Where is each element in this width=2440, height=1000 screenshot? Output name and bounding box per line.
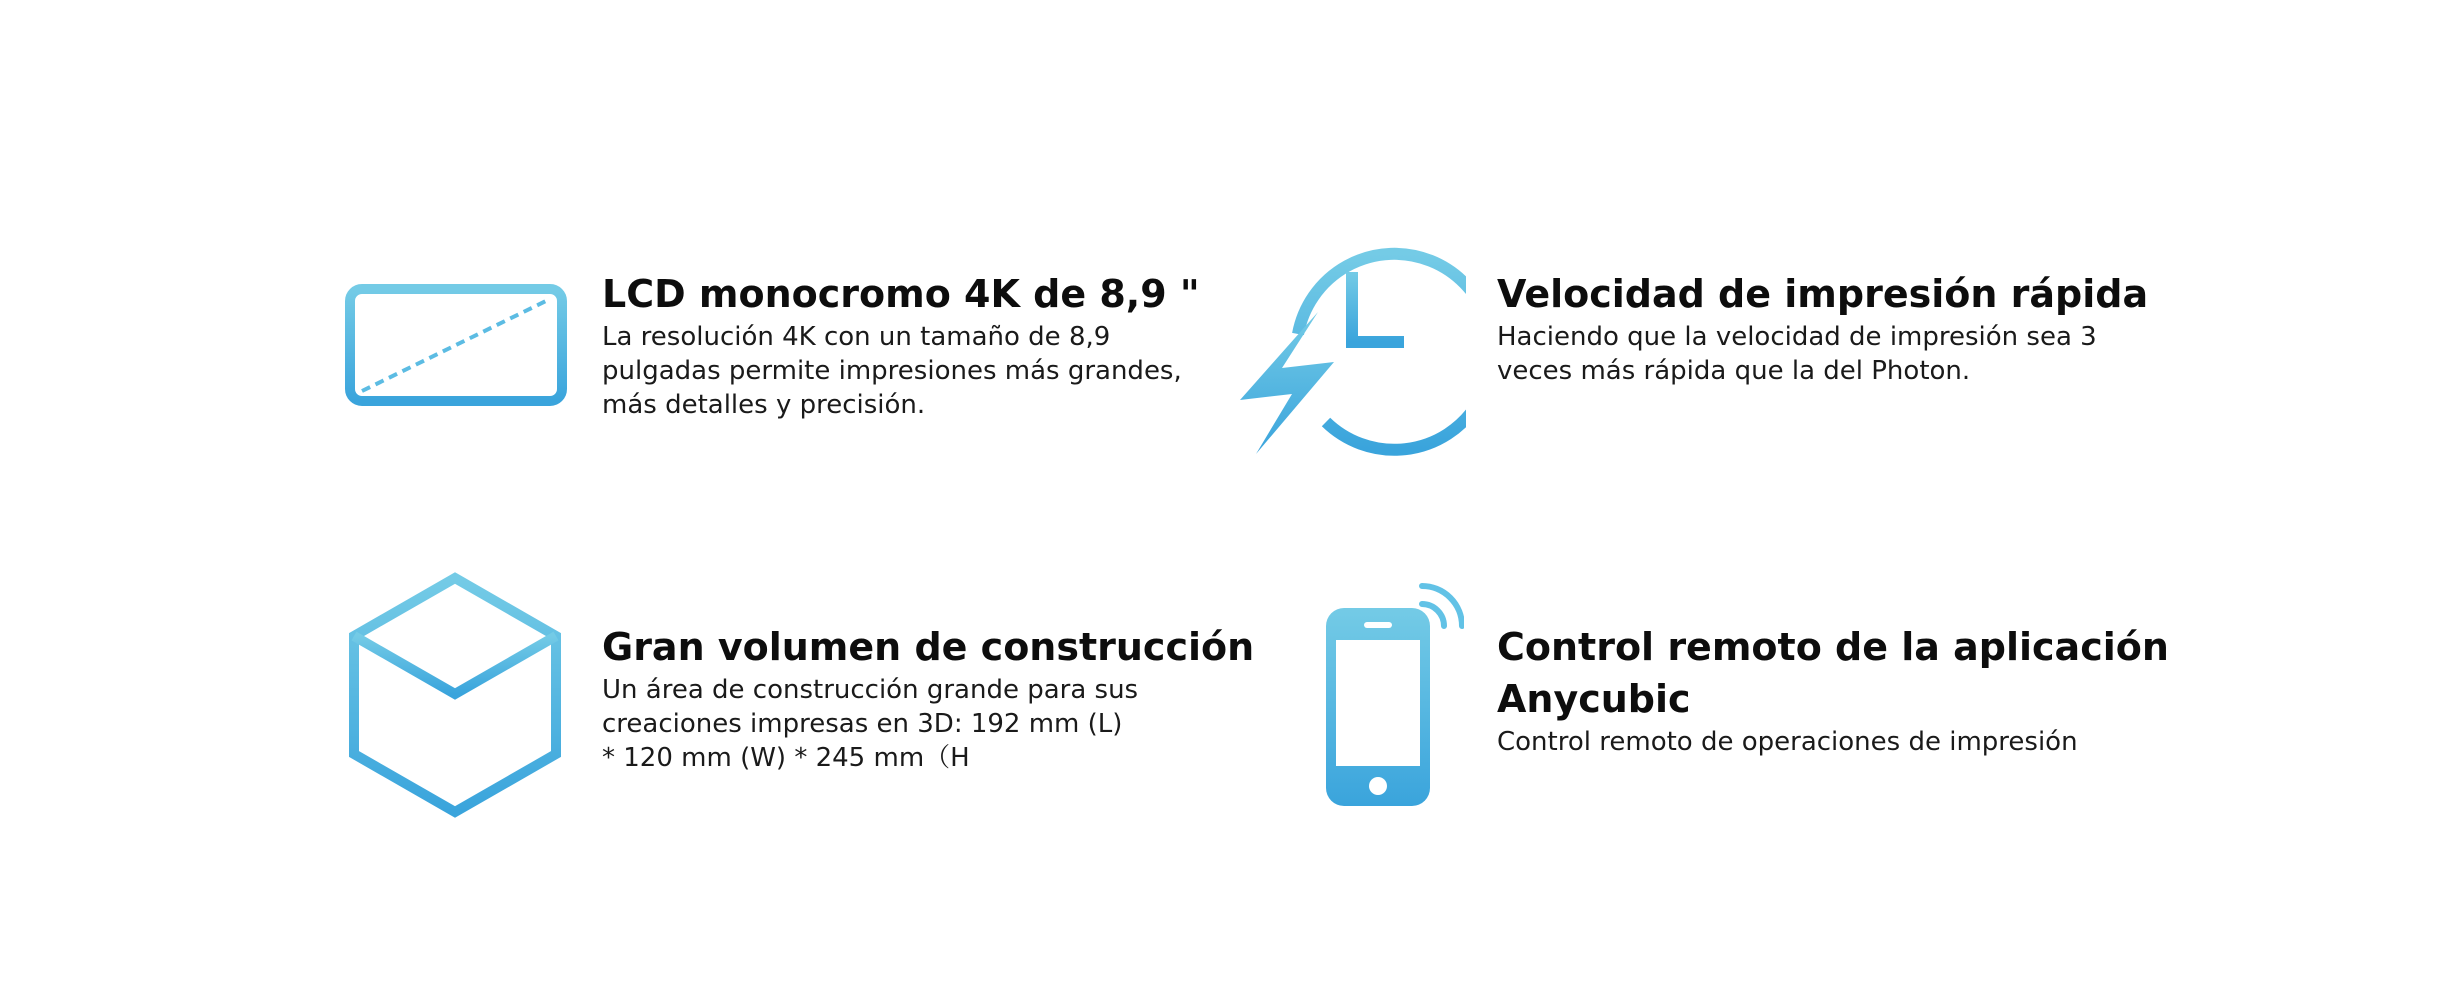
feature-title: LCD monocromo 4K de 8,9 ": [602, 272, 1200, 316]
feature-description: La resolución 4K con un tamaño de 8,9 pulgadas permite impresiones más grandes, más detalles y precisión.: [602, 322, 1182, 420]
smartphone-wifi-icon: [1322, 580, 1464, 810]
fast-clock-icon: [1236, 230, 1466, 458]
feature-title: Control remoto de la aplicación Anycubic: [1497, 625, 2169, 721]
lcd-screen-icon: [344, 283, 568, 407]
feature-title: Velocidad de impresión rápida: [1497, 272, 2149, 316]
feature-description: Un área de construcción grande para sus creaciones impresas en 3D: 192 mm (L) * 120 mm (W) * 245 mm（H: [602, 675, 1139, 773]
cube-icon: [346, 572, 564, 818]
feature-description: Haciendo que la velocidad de impresión sea 3 veces más rápida que la del Photon.: [1497, 322, 2097, 386]
feature-description: Control remoto de operaciones de impresión: [1497, 727, 2078, 757]
feature-title: Gran volumen de construcción: [602, 625, 1255, 669]
